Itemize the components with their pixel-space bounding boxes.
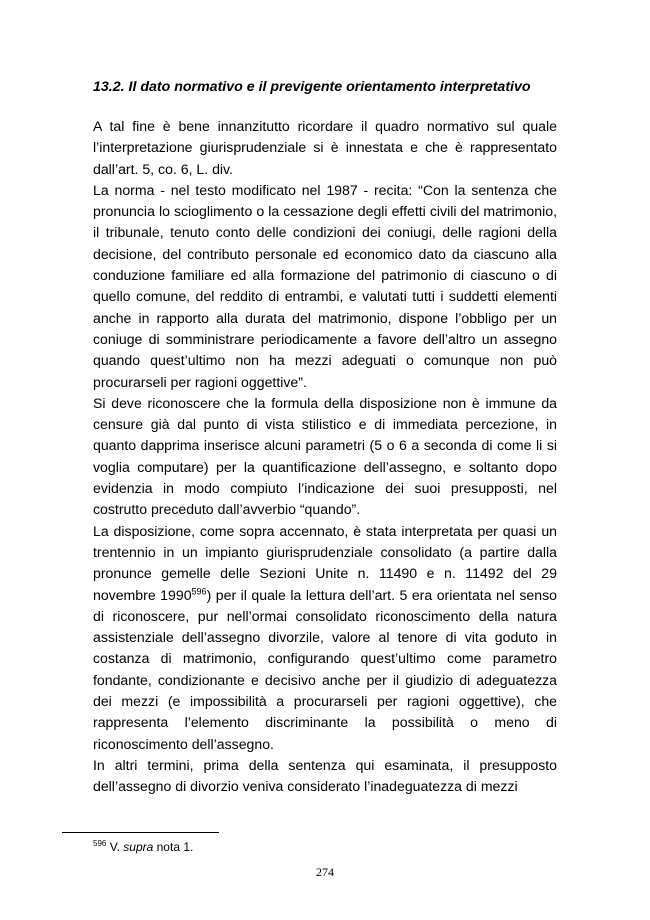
footnote-suffix: nota 1. [153,840,194,854]
body-text [93,116,557,798]
footnote-number: 596 [93,839,107,848]
paragraph-3: Si deve riconoscere che la formula della disposizione non è immune da censure già dal punto di vista stilistico e di immediata percezione, in quanto dapprima inserisce alcuni parametri (5 o 6 a seconda di come li si voglia computare) per la quantificazione dell’assegno, e soltanto dopo evidenzia in modo compiuto l’indicazione dei suoi presupposti, nel costrutto preceduto dall’avverbio “quando”. [93,394,557,518]
paragraph-1: A tal fine è bene innanzitutto ricordare il quadro normativo sul quale l’interpretazione giurisprudenziale si è innestata e che è rappresentato dall’art. 5, co. 6, L. div. [93,118,557,177]
paragraph-5: In altri termini, prima della sentenza qui esaminata, il presupposto dell’assegno di divorzio veniva considerato l’inadeguatezza di mezzi [93,756,557,795]
footnote-separator [62,832,219,833]
footnote-reference[interactable]: 596 [191,585,207,596]
page-number: 274 [316,865,334,879]
paragraph-4-text-end: ) per il quale la lettura dell’art. 5 era orientata nel senso di riconoscere, pur nell’ormai consolidato riconoscimento della natura assistenziale dell’assegno divorzile, valore al tenore di vita goduto in costanza di matrimonio, configurando quest’ultimo come parametro fondante, condizionante e decisivo anche per il giudizio di adeguatezza dei mezzi (e impossibilità a procurarseli per ragioni oggettive), che rappresenta l’elemento discriminante la possibilità o meno di riconoscimento dell’assegno. [93,586,557,752]
paragraph-4-text-start: La disposizione, come sopra accennato, è stata interpretata per quasi un trentennio in un impianto giurisprudenziale consolidato (a partire dalla pronunce gemelle delle Sezioni Unite n. 11490 e n. 11492 del 29 novembre 1990 [93,522,557,603]
paragraph-4 [93,521,557,755]
paragraph-2: La norma - nel testo modificato nel 1987 - recita: “Con la sentenza che pronuncia lo scioglimento o la cessazione degli effetti civili del matrimonio, il tribunale, tenuto conto delle condizioni dei coniugi, delle ragioni della decisione, del contributo personale ed economico dato da ciascuno alla conduzione familiare ed alla formazione del patrimonio di ciascuno o di quello comune, del reddito di entrambi, e valutati tutti i suddetti elementi anche in rapporto alla durata del matrimonio, dispone l’obbligo per un coniuge di somministrare periodicamente a favore dell’altro un assegno quando quest’ultimo non ha mezzi adeguati o comunque non può procurarseli per ragioni oggettive”. [93,181,557,390]
section-heading: 13.2. Il dato normativo e il previgente orientamento interpretativo [93,79,531,95]
footnote [93,839,193,855]
footnote-emphasis: supra [123,840,154,854]
footnote-prefix: V. [106,840,124,854]
